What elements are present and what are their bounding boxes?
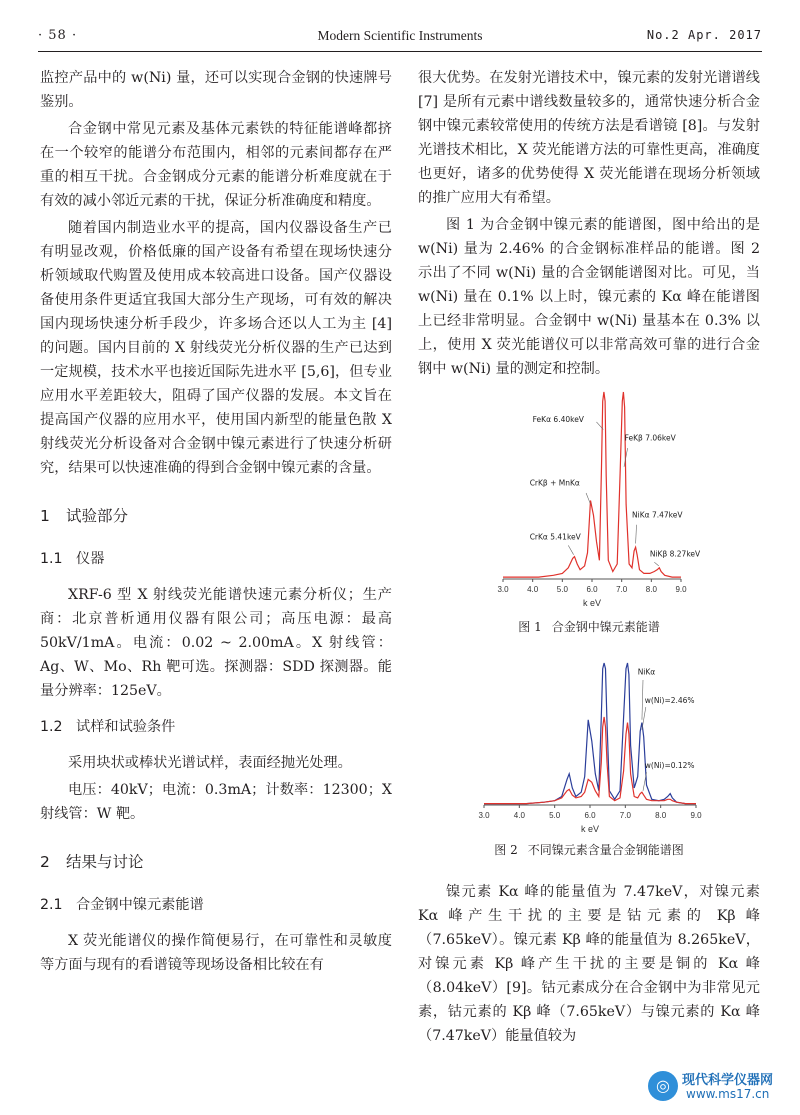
header-rule [38,51,762,52]
paragraph: X 荧光能谱仪的操作简便易行，在可靠性和灵敏度等方面与现有的看谱镜等现场设备相比较在有 [40,933,392,973]
x-tick-label: 4.0 [527,585,539,594]
x-tick-label: 5.0 [549,811,561,820]
paragraph: 镍元素 Kα 峰的能量值为 7.47keV，对镍元素 Kα 峰产生干扰的主要是钴元素的 Kβ 峰（7.65keV）。镍元素 Kβ 峰的能量值为 8.265keV，对镍元素 Kβ 峰产生干扰的主要是铜的 Kα 峰（8.04keV）[9]。钴元素成分在合金钢中为非常见元素，钴元素的 Kβ 峰（7.65keV）与镍元素的 Kα 峰（7.47keV）能量值较为 [418,884,760,1044]
watermark-title: 现代科学仪器网 [682,1073,774,1088]
subsection-title: 试样和试验条件 [76,719,176,735]
paragraph: 电压：40kV；电流：0.3mA；计数率：12300；X 射线管：W 靶。 [40,782,392,822]
paragraph: 图 1 为合金钢中镍元素的能谱图，图中给出的是 w(Ni) 量为 2.46% 的合金钢标准样品的能谱。图 2 示出了不同 w(Ni) 量的合金钢能谱图对比。可见，当 w(Ni) 量在 0.1% 以上时，镍元素的 Kα 峰在能谱图上已经非常明显。合金钢中 w(Ni) 量基本在 0.3% 以上，使用 X 荧光能谱仪可以非常高效可靠的进行合金钢中 w(Ni) 量的测定和控制。 [418,217,760,377]
page-number: · 58 · [38,28,78,43]
figure-1-caption [418,615,760,639]
x-tick-label: 4.0 [513,811,525,820]
annotation-label: CrKα 5.41keV [529,532,581,542]
site-watermark [642,1067,792,1107]
x-tick-label: 7.0 [619,811,631,820]
figure-number: 图 1 [518,620,542,634]
watermark-url: www.ms17.cn [686,1087,770,1101]
x-axis [497,579,687,608]
annotation-leader [642,707,646,730]
subsection-number: 1.1 [40,551,63,567]
annotation-leader [642,680,643,720]
subsection-heading [40,547,392,571]
spectrum-chart-2 [474,657,704,832]
annotation-label: NiKβ 8.27keV [649,549,701,559]
annotation-leader [568,545,573,554]
page-header [38,26,762,48]
x-tick-label: 6.0 [586,585,598,594]
subsection-title: 仪器 [76,551,105,567]
annotation-label: FeKα 6.40keV [532,414,584,424]
subsection-heading [40,715,392,739]
x-tick-label: 8.0 [655,811,667,820]
journal-name: Modern Scientific Instruments [317,28,483,43]
x-tick-label: 8.0 [645,585,657,594]
section-number: 2 [40,853,50,871]
section-heading [40,504,392,528]
series-line-1 [484,663,696,804]
annotation-label: NiKα 7.47keV [632,510,683,520]
x-tick-label: 5.0 [556,585,568,594]
x-axis-label: k eV [582,598,602,608]
figure-number: 图 2 [494,843,518,857]
subsection-heading [40,893,392,917]
figure-title: 合金钢中镍元素能谱 [551,620,660,634]
annotation-label: FeKβ 7.06keV [624,433,676,443]
spectrum-chart-1 [489,384,701,609]
x-tick-label: 9.0 [690,811,702,820]
paragraph: XRF-6 型 X 射线荧光能谱快速元素分析仪；生产商：北京普析通用仪器有限公司；高压电源：最高 50kV/1mA。电流：0.02 ~ 2.00mA。X 射线管：Ag、W、Mo、Rh 靶可选。探测器：SDD 探测器。能量分辨率：125eV。 [40,587,392,699]
x-tick-label: 9.0 [675,585,687,594]
right-column [418,66,760,1101]
x-tick-label: 3.0 [497,585,509,594]
figure-2-caption [418,838,760,862]
paragraph: 随着国内制造业水平的提高，国内仪器设备生产已有明显改观，价格低廉的国产设备有希望在现场快速分析领域取代购置及使用成本较高进口设备。国产仪器设备使用条件更适宜我国大部分生产现场，可有效的解决国内现场快速分析手段少，许多场合还以人工为主 [4] 的问题。国内目前的 X 射线荧光分析仪器的生产已达到一定规模，技术水平也接近国际先进水平 [5,6]，但专业应用水平差距较大，阻碍了国产仪器的发展。本文旨在提高国产仪器的应用水平，使用国内新型的能量色散 X 射线荧光分析设备对合金钢中镍元素进行了快速分析研究，结果可以快速准确的得到合金钢中镍元素的含量。 [40,220,392,476]
paragraph: 监控产品中的 w(Ni) 量，还可以实现合金钢的快速牌号鉴别。 [40,70,392,110]
x-axis [478,805,702,834]
subsection-title: 合金钢中镍元素能谱 [76,897,204,913]
section-number: 1 [40,507,50,525]
left-column [40,66,392,1101]
section-heading [40,850,392,874]
annotation-label: CrKβ + MnKα [529,478,580,488]
x-axis-label: k eV [580,824,600,834]
section-title: 结果与讨论 [66,853,144,871]
annotation-leader [586,493,590,504]
annotation-label: w(Ni)=2.46% [644,695,695,705]
annotation-leader [636,525,637,544]
paragraph: 合金钢中常见元素及基体元素铁的特征能谱峰都挤在一个较窄的能谱分布范围内，相邻的元素间都存在严重的相互干扰。合金钢成分元素的能谱分析难度就在于有效的减小邻近元素的干扰，保证分析准确度和精度。 [40,121,392,209]
globe-logo-icon: ◎ [648,1071,678,1101]
annotation-label: w(Ni)=0.12% [644,761,695,771]
x-tick-label: 6.0 [584,811,596,820]
annotation-label: NiKα [637,667,656,677]
x-tick-label: 7.0 [616,585,628,594]
figure-2 [418,657,760,832]
paragraph: 采用块状或棒状光谱试样，表面经抛光处理。 [68,755,352,771]
figure-title: 不同镍元素含量合金钢能谱图 [527,843,684,857]
figure-1 [418,384,760,609]
issue-info: No.2 Apr. 2017 [646,28,762,42]
subsection-number: 2.1 [40,897,63,913]
paragraph: 很大优势。在发射光谱技术中，镍元素的发射光谱谱线 [7] 是所有元素中谱线数量较多的，通常快速分析合金钢中镍元素较常使用的传统方法是看谱镜 [8]。与发射光谱技术相比，X 荧光能谱方法的可靠性更高，准确度也更好，诸多的优势使得 X 荧光能谱在现场分析领域的推广应用大有希望。 [418,70,760,206]
subsection-number: 1.2 [40,719,63,735]
section-title: 试验部分 [66,507,129,525]
x-tick-label: 3.0 [478,811,490,820]
annotation-leader [654,562,658,566]
